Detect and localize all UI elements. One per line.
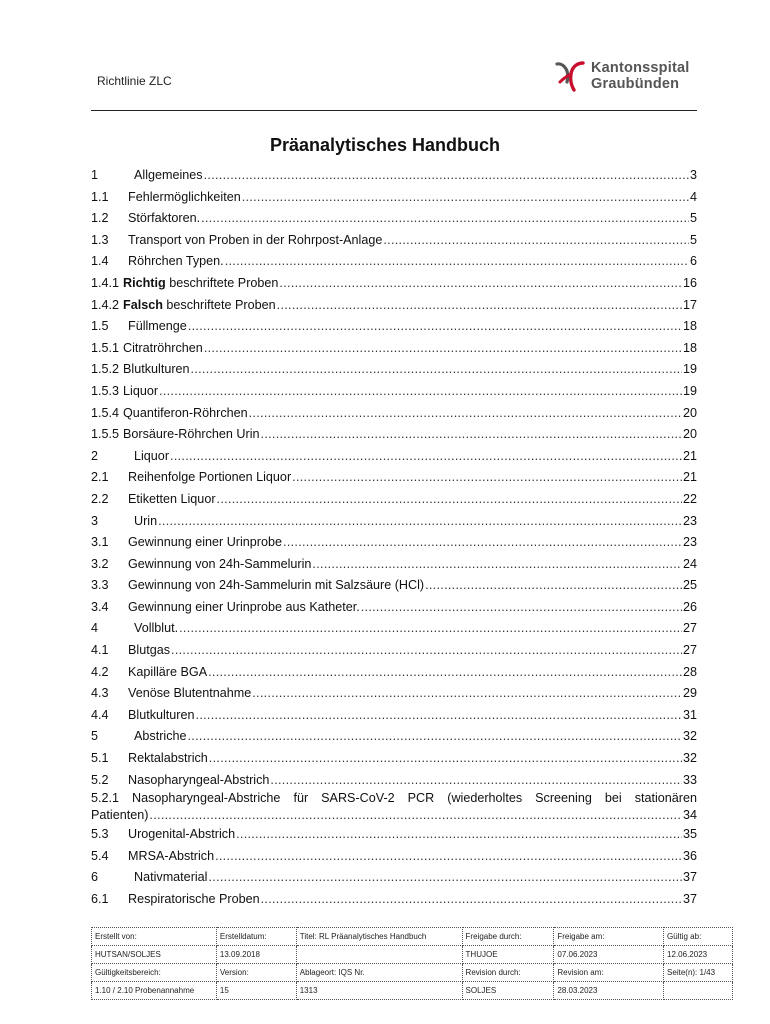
toc-entry[interactable] bbox=[91, 770, 697, 792]
document-footer-table bbox=[91, 927, 733, 1000]
table-of-contents bbox=[91, 165, 697, 911]
toc-number: 1.5 bbox=[91, 319, 109, 334]
toc-page-number: 5 bbox=[689, 211, 697, 226]
logo-line-1: Kantonsspital bbox=[591, 60, 690, 76]
toc-title: Nasopharyngeal-Abstrich bbox=[128, 772, 270, 787]
toc-entry[interactable] bbox=[91, 705, 697, 727]
toc-entry[interactable] bbox=[91, 597, 697, 619]
toc-entry[interactable] bbox=[91, 511, 697, 533]
toc-entry[interactable] bbox=[91, 867, 697, 889]
footer-cell: Freigabe am: bbox=[554, 928, 664, 946]
toc-page-number: 22 bbox=[682, 491, 697, 506]
footer-cell: 1313 bbox=[296, 982, 462, 1000]
toc-leader-dots bbox=[225, 251, 689, 273]
toc-title: Gewinnung von 24h-Sammelurin mit Salzsäure (HCl) bbox=[128, 578, 425, 593]
toc-entry[interactable] bbox=[91, 846, 697, 868]
toc-page-number: 28 bbox=[682, 664, 697, 679]
toc-title-emphasis: Richtig bbox=[123, 275, 166, 290]
footer-cell: Revision durch: bbox=[462, 964, 554, 982]
toc-number: 1.2 bbox=[91, 211, 109, 226]
toc-number: 4 bbox=[91, 621, 99, 636]
toc-entry[interactable] bbox=[91, 467, 697, 489]
toc-entry[interactable] bbox=[91, 748, 697, 770]
toc-entry[interactable] bbox=[91, 403, 697, 425]
toc-leader-dots bbox=[208, 662, 682, 684]
toc-number: 4.1 bbox=[91, 643, 109, 658]
toc-title: Blutkulturen bbox=[128, 707, 195, 722]
toc-page-number: 21 bbox=[682, 470, 697, 485]
toc-entry[interactable] bbox=[91, 208, 697, 230]
toc-title: Citratröhrchen bbox=[123, 340, 203, 355]
toc-number: 5.2 bbox=[91, 772, 109, 787]
footer-cell bbox=[296, 946, 462, 964]
toc-title: Vollblut. bbox=[134, 621, 179, 636]
logo-line-2: Graubünden bbox=[591, 76, 680, 92]
toc-title: Gewinnung einer Urinprobe aus Katheter. bbox=[128, 599, 360, 614]
toc-entry[interactable] bbox=[91, 273, 697, 295]
logo-text bbox=[591, 60, 689, 92]
toc-entry[interactable] bbox=[91, 338, 697, 360]
toc-entry[interactable] bbox=[91, 230, 697, 252]
toc-entry[interactable] bbox=[91, 295, 697, 317]
toc-leader-dots bbox=[188, 316, 682, 338]
toc-leader-dots bbox=[196, 705, 682, 727]
toc-number: 1.3 bbox=[91, 232, 109, 247]
toc-page-number: 17 bbox=[682, 297, 697, 312]
toc-title: Liquor bbox=[123, 383, 159, 398]
footer-cell: 12.06.2023 bbox=[664, 946, 733, 964]
toc-leader-dots bbox=[252, 683, 682, 705]
header-divider bbox=[91, 110, 697, 111]
footer-cell: 15 bbox=[216, 982, 296, 1000]
toc-number: 1.4.2 bbox=[91, 297, 120, 312]
toc-page-number: 6 bbox=[689, 254, 697, 269]
toc-title: Borsäure-Röhrchen Urin bbox=[123, 427, 260, 442]
toc-leader-dots bbox=[215, 846, 682, 868]
toc-title: Blutgas bbox=[128, 643, 171, 658]
toc-leader-dots bbox=[361, 597, 682, 619]
toc-number: 5.4 bbox=[91, 848, 109, 863]
toc-title: Gewinnung von 24h-Sammelurin bbox=[128, 556, 312, 571]
toc-entry[interactable] bbox=[91, 618, 697, 640]
toc-leader-dots bbox=[312, 554, 682, 576]
toc-page-number: 32 bbox=[682, 729, 697, 744]
footer-cell: SOLJES bbox=[462, 982, 554, 1000]
footer-cell: Erstelldatum: bbox=[216, 928, 296, 946]
footer-cell: Version: bbox=[216, 964, 296, 982]
footer-cell: 07.06.2023 bbox=[554, 946, 664, 964]
toc-leader-dots bbox=[279, 273, 682, 295]
toc-title: Füllmenge bbox=[128, 319, 187, 334]
toc-title: Reihenfolge Portionen Liquor bbox=[128, 470, 292, 485]
toc-leader-dots bbox=[261, 889, 682, 911]
toc-entry[interactable] bbox=[91, 359, 697, 381]
toc-number: 3.4 bbox=[91, 599, 109, 614]
footer-cell: Ablageort: IQS Nr. bbox=[296, 964, 462, 982]
toc-leader-dots bbox=[425, 575, 682, 597]
footer-cell bbox=[664, 982, 733, 1000]
footer-cell: THUJOE bbox=[462, 946, 554, 964]
toc-title: Liquor bbox=[134, 448, 170, 463]
toc-title: Quantiferon-Röhrchen bbox=[123, 405, 248, 420]
toc-leader-dots bbox=[159, 381, 682, 403]
toc-number: 1 bbox=[91, 168, 99, 182]
toc-number: 2.2 bbox=[91, 491, 109, 506]
toc-entry-continuation[interactable] bbox=[91, 806, 697, 824]
toc-number: 1.5.4 bbox=[91, 405, 120, 420]
document-category: Richtlinie ZLC bbox=[97, 74, 172, 88]
toc-number: 5 bbox=[91, 729, 99, 744]
toc-title: Gewinnung einer Urinprobe bbox=[128, 535, 283, 550]
toc-leader-dots bbox=[204, 338, 682, 360]
footer-cell: 13.09.2018 bbox=[216, 946, 296, 964]
footer-row bbox=[92, 946, 733, 964]
toc-page-number: 18 bbox=[682, 340, 697, 355]
toc-entry[interactable] bbox=[91, 554, 697, 576]
toc-title: Richtig beschriftete Proben bbox=[123, 275, 279, 290]
toc-leader-dots bbox=[236, 824, 682, 846]
toc-leader-dots bbox=[249, 403, 682, 425]
toc-entry[interactable] bbox=[91, 316, 697, 338]
toc-number: 1.4 bbox=[91, 254, 109, 269]
toc-entry[interactable] bbox=[91, 251, 697, 273]
toc-entry[interactable] bbox=[91, 187, 697, 209]
toc-leader-dots bbox=[383, 230, 689, 252]
toc-entry[interactable] bbox=[91, 640, 697, 662]
toc-entry[interactable] bbox=[91, 824, 697, 846]
footer-cell: Revision am: bbox=[554, 964, 664, 982]
toc-page-number: 26 bbox=[682, 599, 697, 614]
toc-page-number: 25 bbox=[682, 578, 697, 593]
toc-leader-dots bbox=[171, 640, 682, 662]
footer-cell: HUTSAN/SOLJES bbox=[92, 946, 217, 964]
footer-row bbox=[92, 964, 733, 982]
toc-page-number: 32 bbox=[682, 751, 697, 766]
toc-leader-dots bbox=[242, 187, 689, 209]
toc-title-continuation: Patienten) bbox=[91, 808, 149, 823]
toc-leader-dots bbox=[292, 467, 682, 489]
toc-leader-dots bbox=[283, 532, 682, 554]
toc-page-number: 36 bbox=[682, 848, 697, 863]
footer-row bbox=[92, 982, 733, 1000]
toc-title: Rektalabstrich bbox=[128, 751, 208, 766]
toc-page-number: 34 bbox=[682, 808, 697, 823]
toc-leader-dots bbox=[277, 295, 682, 317]
toc-number: 5.1 bbox=[91, 751, 109, 766]
toc-page-number: 31 bbox=[682, 707, 697, 722]
toc-leader-dots bbox=[261, 424, 682, 446]
toc-title: Transport von Proben in der Rohrpost-Anlage bbox=[128, 232, 383, 247]
toc-entry[interactable] bbox=[91, 532, 697, 554]
toc-title: Störfaktoren. bbox=[128, 211, 201, 226]
toc-leader-dots bbox=[188, 726, 682, 748]
toc-leader-dots bbox=[170, 446, 682, 468]
toc-number: 3.2 bbox=[91, 556, 109, 571]
toc-entry[interactable] bbox=[91, 726, 697, 748]
toc-title: Kapilläre BGA bbox=[128, 664, 208, 679]
toc-number: 5.2.1 bbox=[91, 791, 133, 806]
logo-mark-icon bbox=[555, 60, 585, 92]
toc-title: Fehlermöglichkeiten bbox=[128, 189, 241, 204]
toc-leader-dots bbox=[149, 806, 682, 824]
toc-number: 3 bbox=[91, 513, 99, 528]
toc-leader-dots bbox=[179, 618, 682, 640]
toc-title: Röhrchen Typen. bbox=[128, 254, 224, 269]
toc-number: 1.1 bbox=[91, 189, 109, 204]
toc-number: 4.4 bbox=[91, 707, 109, 722]
toc-page-number: 37 bbox=[682, 870, 697, 885]
toc-page-number: 37 bbox=[682, 892, 697, 906]
toc-title: Abstriche bbox=[134, 729, 187, 744]
toc-page-number: 27 bbox=[682, 621, 697, 636]
toc-title: Allgemeines bbox=[134, 168, 203, 182]
footer-cell: Erstellt von: bbox=[92, 928, 217, 946]
toc-leader-dots bbox=[204, 165, 689, 187]
toc-entry[interactable] bbox=[91, 381, 697, 403]
footer-cell: Gültig ab: bbox=[664, 928, 733, 946]
toc-leader-dots bbox=[158, 511, 682, 533]
toc-leader-dots bbox=[217, 489, 682, 511]
toc-number: 1.4.1 bbox=[91, 275, 120, 290]
toc-entry[interactable] bbox=[91, 424, 697, 446]
toc-page-number: 23 bbox=[682, 535, 697, 550]
footer-cell: 1.10 / 2.10 Probenannahme bbox=[92, 982, 217, 1000]
toc-page-number: 5 bbox=[689, 232, 697, 247]
toc-number: 6 bbox=[91, 870, 99, 885]
toc-title: Respiratorische Proben bbox=[128, 892, 260, 906]
toc-title: Urin bbox=[134, 513, 158, 528]
toc-entry[interactable] bbox=[91, 165, 697, 187]
toc-entry[interactable] bbox=[91, 889, 697, 911]
toc-page-number: 3 bbox=[689, 168, 697, 182]
footer-cell: Freigabe durch: bbox=[462, 928, 554, 946]
toc-number: 1.5.5 bbox=[91, 427, 120, 442]
page-title: Präanalytisches Handbuch bbox=[269, 135, 501, 155]
toc-number: 3.3 bbox=[91, 578, 109, 593]
toc-leader-dots bbox=[191, 359, 682, 381]
toc-number: 2.1 bbox=[91, 470, 109, 485]
toc-page-number: 35 bbox=[682, 827, 697, 842]
toc-number: 1.5.2 bbox=[91, 362, 120, 377]
toc-number: 1.5.3 bbox=[91, 383, 120, 398]
toc-entry[interactable] bbox=[91, 791, 697, 806]
toc-page-number: 4 bbox=[689, 189, 697, 204]
toc-page-number: 33 bbox=[682, 772, 697, 787]
toc-leader-dots bbox=[209, 748, 682, 770]
toc-page-number: 29 bbox=[682, 686, 697, 701]
toc-number: 4.2 bbox=[91, 664, 109, 679]
toc-title: Nasopharyngeal-Abstriche für SARS-CoV-2 PCR (wiederholtes Screening bei stationären bbox=[132, 791, 697, 806]
toc-page-number: 20 bbox=[682, 427, 697, 442]
toc-title: Falsch beschriftete Proben bbox=[123, 297, 276, 312]
toc-leader-dots bbox=[208, 867, 682, 889]
toc-title: Venöse Blutentnahme bbox=[128, 686, 252, 701]
toc-leader-dots bbox=[270, 770, 682, 792]
toc-title: Urogenital-Abstrich bbox=[128, 827, 236, 842]
toc-number: 4.3 bbox=[91, 686, 109, 701]
toc-title: Blutkulturen bbox=[123, 362, 190, 377]
toc-number: 2 bbox=[91, 448, 99, 463]
footer-cell: Gültigkeitsbereich: bbox=[92, 964, 217, 982]
toc-page-number: 27 bbox=[682, 643, 697, 658]
toc-page-number: 23 bbox=[682, 513, 697, 528]
toc-title: Nativmaterial bbox=[134, 870, 208, 885]
toc-title: MRSA-Abstrich bbox=[128, 848, 215, 863]
toc-entry[interactable] bbox=[91, 575, 697, 597]
toc-number: 5.3 bbox=[91, 827, 109, 842]
toc-page-number: 24 bbox=[682, 556, 697, 571]
toc-entry[interactable] bbox=[91, 446, 697, 468]
toc-number: 1.5.1 bbox=[91, 340, 120, 355]
toc-entry[interactable] bbox=[91, 662, 697, 684]
toc-entry[interactable] bbox=[91, 489, 697, 511]
footer-cell: Titel: RL Präanalytisches Handbuch bbox=[296, 928, 462, 946]
toc-title-emphasis: Falsch bbox=[123, 297, 163, 312]
hospital-logo bbox=[555, 60, 689, 92]
footer-row bbox=[92, 928, 733, 946]
toc-number: 6.1 bbox=[91, 892, 109, 906]
footer-cell: Seite(n): 1/43 bbox=[664, 964, 733, 982]
toc-entry[interactable] bbox=[91, 683, 697, 705]
toc-title: Etiketten Liquor bbox=[128, 491, 216, 506]
toc-page-number: 20 bbox=[682, 405, 697, 420]
toc-page-number: 19 bbox=[682, 362, 697, 377]
footer-cell: 28.03.2023 bbox=[554, 982, 664, 1000]
toc-leader-dots bbox=[201, 208, 689, 230]
toc-page-number: 19 bbox=[682, 383, 697, 398]
toc-number: 3.1 bbox=[91, 535, 109, 550]
toc-page-number: 18 bbox=[682, 319, 697, 334]
toc-page-number: 21 bbox=[682, 448, 697, 463]
toc-page-number: 16 bbox=[682, 275, 697, 290]
